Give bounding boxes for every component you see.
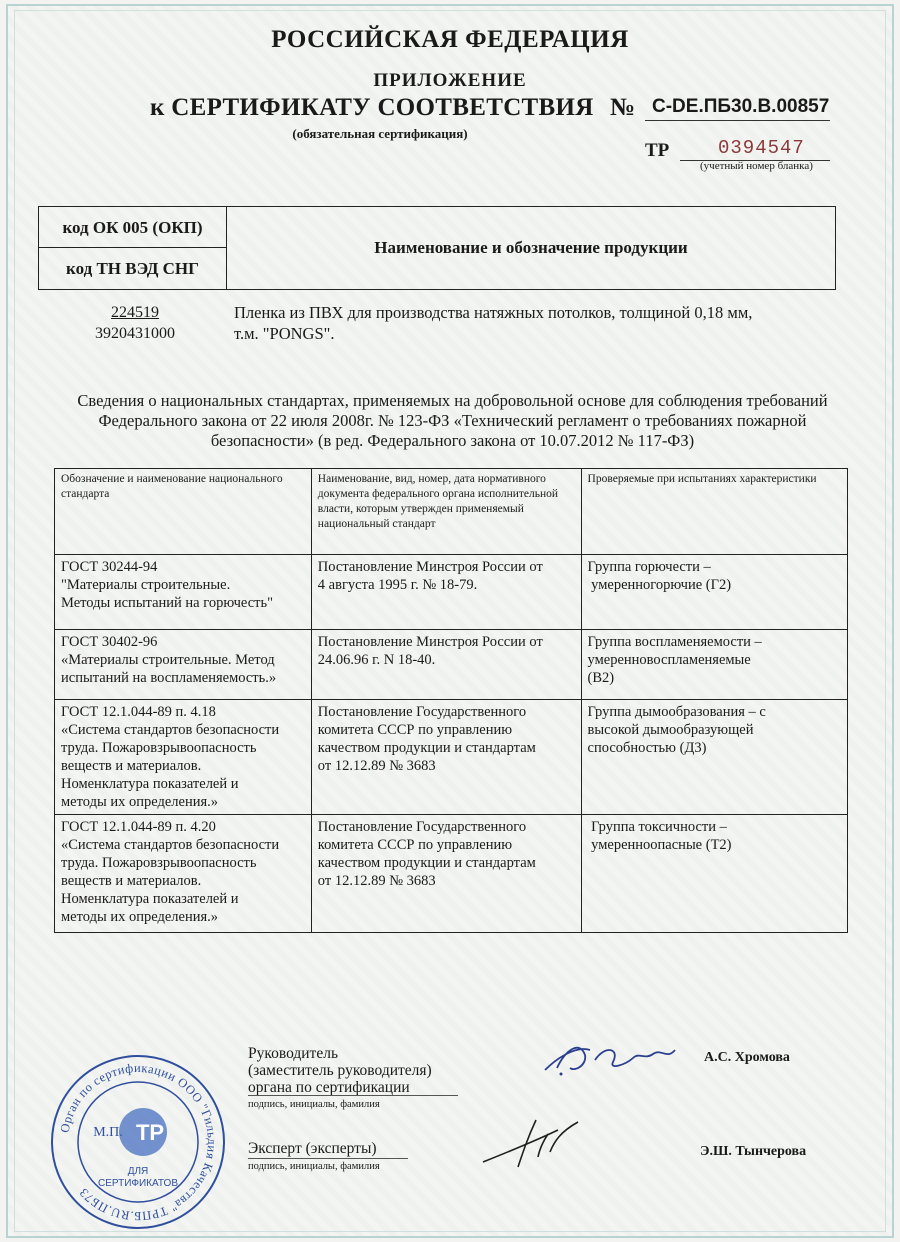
table-cell-line: труда. Пожаровзрывоопасность [61, 740, 257, 756]
table-cell-standard [55, 815, 312, 933]
product-header-table [38, 206, 836, 290]
expert-label: Эксперт (эксперты) [248, 1140, 377, 1157]
head-signature-line [248, 1095, 458, 1096]
table-cell-line: Группа горючести – [587, 559, 711, 575]
table-cell-characteristic [581, 630, 847, 700]
table-cell-line: ГОСТ 12.1.044-89 п. 4.18 [61, 704, 216, 720]
table-cell-standard [55, 700, 312, 815]
table-cell-line: Постановление Минстроя России от [317, 559, 543, 575]
table-cell-line: Номенклатура показателей и [61, 891, 239, 907]
standards-info-line: Сведения о национальных стандартах, применяемых на добровольной основе для соблюдения требований [77, 391, 828, 410]
standards-info-line: безопасности» (в ред. Федерального закона от 10.07.2012 № 117-ФЗ) [210, 431, 695, 450]
number-sign: № [610, 94, 636, 121]
table-cell-line: труда. Пожаровзрывоопасность [61, 855, 257, 871]
table-cell-line: Группа воспламеняемости – [587, 634, 762, 650]
okp-code: 224519 [111, 304, 159, 321]
table-cell-line: комитета СССР по управлению [317, 722, 513, 738]
table-cell-line: методы их определения.» [61, 794, 219, 810]
table-cell-line: (В2) [587, 670, 615, 686]
country-title: РОССИЙСКАЯ ФЕДЕРАЦИЯ [271, 26, 629, 53]
table-cell-line: Постановление Государственного [317, 704, 527, 720]
expert-signature-note: подпись, инициалы, фамилия [248, 1161, 380, 1172]
appendix-title: ПРИЛОЖЕНИЕ [373, 70, 527, 91]
table-cell-characteristic [581, 700, 847, 815]
table-cell-line: ГОСТ 30402-96 [61, 634, 158, 650]
table-cell-line: Методы испытаний на горючесть" [61, 595, 273, 611]
table-cell-line: ГОСТ 30244-94 [61, 559, 158, 575]
standards-table [54, 468, 848, 933]
table-cell-standard [55, 630, 312, 700]
table-cell-line: веществ и материалов. [61, 758, 202, 774]
table-cell-line: «Система стандартов безопасности [61, 837, 280, 853]
table-row [55, 815, 848, 933]
head-label-line: Руководитель [248, 1045, 339, 1062]
table-cell-standard [55, 555, 312, 630]
tr-label: ТР [645, 140, 670, 161]
tnved-code-label: код ТН ВЭД СНГ [39, 248, 227, 289]
table-cell-line: «Материалы строительные. Метод [61, 652, 275, 668]
table-cell-line: испытаний на воспламеняемость.» [61, 670, 277, 686]
certificate-number-underline [645, 120, 830, 121]
seal-ring-text: Орган по сертификации ООО "Гильдия Качества" ТРПБ.RU.ПБ73 [57, 1060, 220, 1224]
head-label-line: органа по сертификации [248, 1079, 410, 1096]
head-signature [535, 1030, 685, 1085]
table-cell-line: Группа токсичности – [587, 819, 727, 835]
table-cell-line: Номенклатура показателей и [61, 776, 239, 792]
table-cell-line: умеренновоспламеняемые [587, 652, 751, 668]
okp-code-label: код ОК 005 (ОКП) [39, 207, 227, 248]
table-cell-line: способностью (Д3) [587, 740, 707, 756]
table-row [55, 630, 848, 700]
standards-info [30, 391, 875, 451]
table-cell-document [311, 630, 581, 700]
table-cell-line: методы их определения.» [61, 909, 219, 925]
table-row [55, 555, 848, 630]
certificate-heading: к СЕРТИФИКАТУ СООТВЕТСТВИЯ [150, 94, 594, 121]
certification-type: (обязательная сертификация) [292, 126, 468, 141]
table-cell-line: от 12.12.89 № 3683 [317, 873, 436, 889]
table-cell-line: 4 августа 1995 г. № 18-79. [317, 577, 478, 593]
table-cell-line: веществ и материалов. [61, 873, 202, 889]
seal-line-2: СЕРТИФИКАТОВ [97, 1178, 179, 1189]
table-cell-line: "Материалы строительные. [61, 577, 231, 593]
product-name-heading: Наименование и обозначение продукции [374, 238, 688, 257]
head-of-body-label [248, 1045, 478, 1096]
product-description-line: т.м. "PONGS". [234, 324, 335, 343]
column-header: Обозначение и наименование национального стандарта [55, 469, 312, 555]
table-cell-line: комитета СССР по управлению [317, 837, 513, 853]
tr-note: (учетный номер бланка) [700, 160, 813, 172]
table-cell-line: качеством продукции и стандартам [317, 855, 536, 871]
table-cell-document [311, 815, 581, 933]
column-header: Проверяемые при испытаниях характеристики [581, 469, 847, 555]
table-cell-line: качеством продукции и стандартам [317, 740, 536, 756]
table-header-row [55, 469, 848, 555]
head-signature-note: подпись, инициалы, фамилия [248, 1099, 380, 1110]
certification-seal [48, 1052, 228, 1232]
table-cell-line: Группа дымообразования – с [587, 704, 766, 720]
table-cell-line: Постановление Государственного [317, 819, 527, 835]
expert-signature [478, 1112, 588, 1172]
head-label-line: (заместитель руководителя) [248, 1062, 432, 1079]
seal-line-1: ДЛЯ [127, 1166, 149, 1177]
table-row [55, 700, 848, 815]
table-cell-characteristic [581, 815, 847, 933]
table-cell-line: умеренноопасные (Т2) [587, 837, 732, 853]
table-cell-document [311, 700, 581, 815]
product-description [234, 302, 849, 344]
expert-name: Э.Ш. Тынчерова [700, 1144, 807, 1159]
table-cell-line: 24.06.96 г. N 18-40. [317, 652, 436, 668]
tr-number: 0394547 [718, 137, 805, 159]
table-cell-document [311, 555, 581, 630]
seal-logo-text: ТР [135, 1120, 165, 1145]
table-cell-line: высокой дымообразующей [587, 722, 754, 738]
tnved-code: 3920431000 [95, 325, 175, 342]
table-cell-characteristic [581, 555, 847, 630]
head-name: А.С. Хромова [704, 1050, 790, 1065]
table-cell-line: умеренногорючие (Г2) [587, 577, 732, 593]
expert-signature-line [248, 1158, 408, 1159]
table-cell-line: «Система стандартов безопасности [61, 722, 280, 738]
table-cell-line: от 12.12.89 № 3683 [317, 758, 436, 774]
standards-info-line: Федерального закона от 22 июля 2008г. № 123-ФЗ «Технический регламент о требованиях пожарной [98, 411, 807, 430]
seal-mp: М.П. [93, 1125, 123, 1140]
product-codes [80, 302, 190, 344]
column-header: Наименование, вид, номер, дата нормативного документа федерального органа исполнительной власти, которым утвержден применяемый национальный стандарт [311, 469, 581, 555]
product-description-line: Пленка из ПВХ для производства натяжных потолков, толщиной 0,18 мм, [234, 303, 753, 322]
certificate-number: C-DE.ПБ30.В.00857 [652, 96, 830, 117]
table-cell-line: Постановление Минстроя России от [317, 634, 543, 650]
table-cell-line: ГОСТ 12.1.044-89 п. 4.20 [61, 819, 216, 835]
